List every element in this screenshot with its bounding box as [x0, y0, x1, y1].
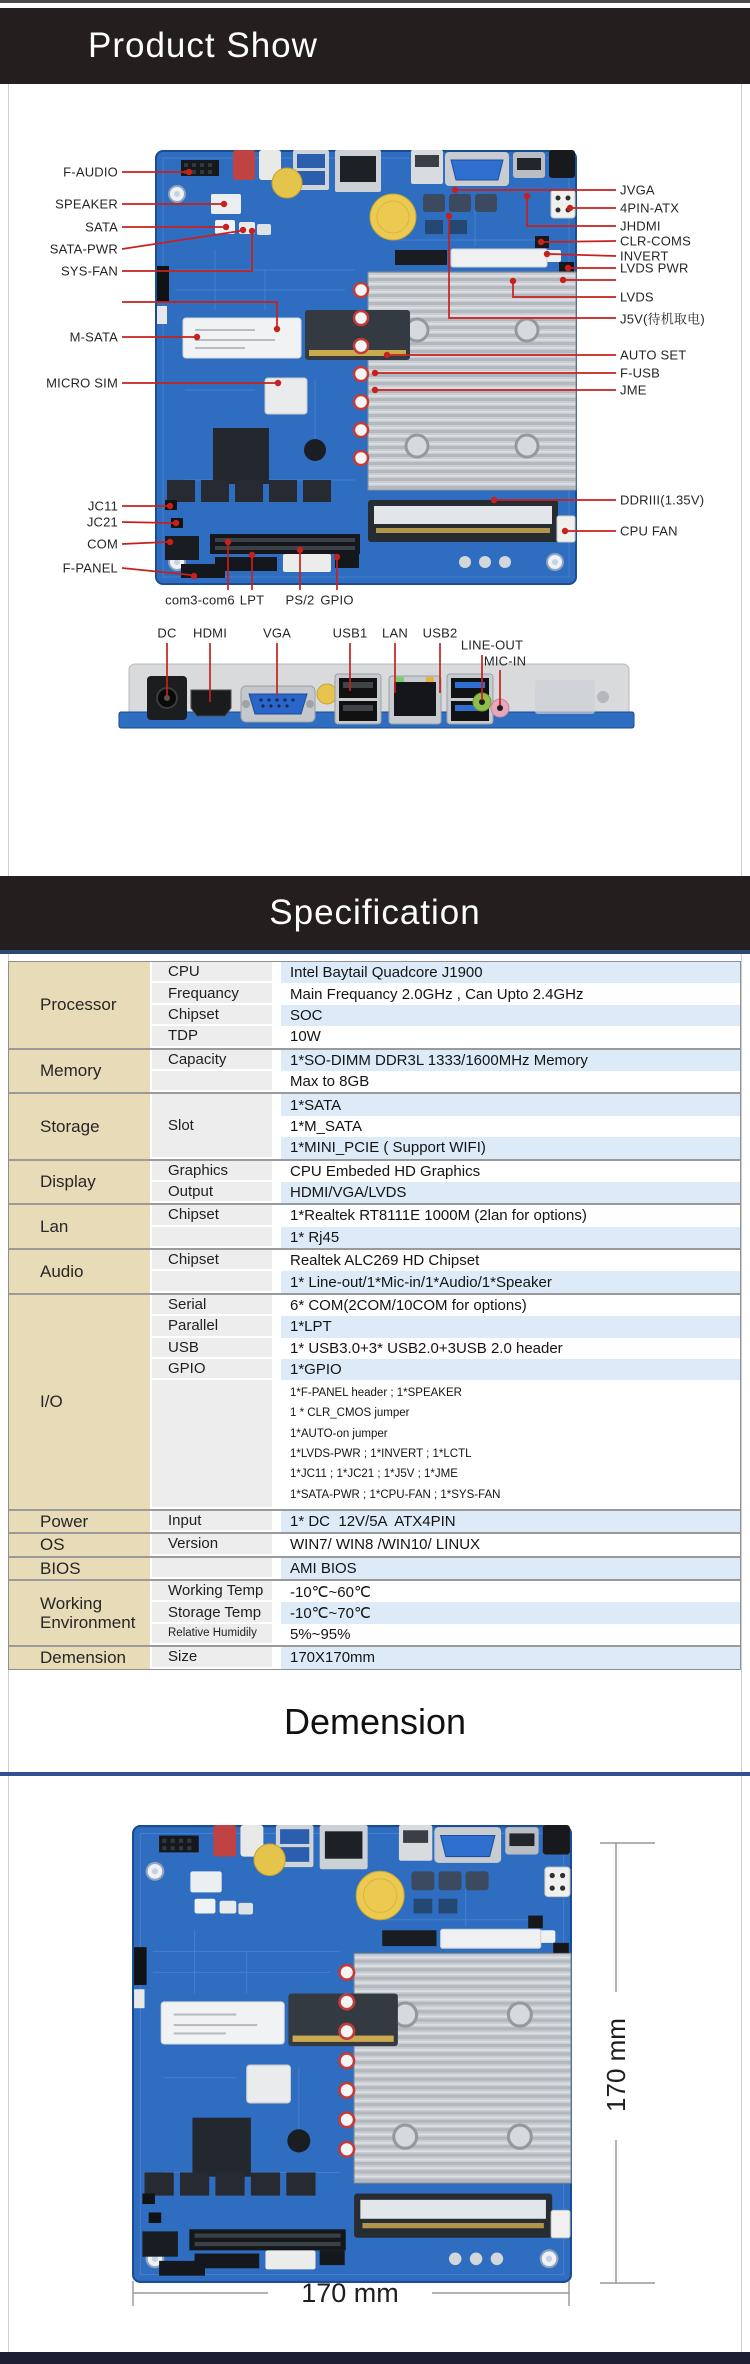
- spec-sublabel: Size: [152, 1647, 272, 1666]
- board-callout: 4PIN-ATX: [620, 200, 680, 216]
- spec-sublabel: Version: [152, 1534, 272, 1553]
- spec-value: Max to 8GB: [281, 1071, 740, 1092]
- spec-value: 1* Line-out/1*Mic-in/1*Audio/1*Speaker: [281, 1271, 740, 1292]
- spec-category: Display: [9, 1161, 150, 1204]
- spec-category: Processor: [9, 962, 150, 1048]
- board-callout: LVDS PWR: [620, 260, 689, 276]
- spec-value: -10℃~60℃: [281, 1581, 740, 1602]
- spec-value-line: 1*SATA-PWR ; 1*CPU-FAN ; 1*SYS-FAN: [290, 1488, 501, 1501]
- board-callout: JME: [620, 382, 647, 398]
- spec-category: I/O: [9, 1295, 150, 1509]
- spec-group: [9, 1509, 740, 1532]
- board-callout: com3-com6: [165, 592, 235, 608]
- product-show-title: Product Show: [88, 26, 318, 65]
- board-callout: JC21: [86, 514, 118, 530]
- spec-value: 1* DC 12V/5A ATX4PIN: [281, 1511, 740, 1532]
- spec-sublabel: Parallel: [152, 1316, 272, 1335]
- spec-value: SOC: [281, 1005, 740, 1026]
- spec-sublabel: CPU: [152, 962, 272, 981]
- spec-sublabel: Input: [152, 1511, 272, 1530]
- spec-group: [9, 1579, 740, 1645]
- spec-value: 1* Rj45: [281, 1227, 740, 1248]
- board-callout: F-AUDIO: [63, 164, 118, 180]
- spec-group: [9, 1248, 740, 1293]
- spec-value: 170X170mm: [281, 1647, 740, 1668]
- spec-sublabel: Frequancy: [152, 983, 272, 1002]
- board-callout: F-USB: [620, 365, 660, 381]
- port-label: DC: [157, 625, 177, 641]
- spec-category: Power: [9, 1511, 150, 1532]
- port-label: HDMI: [192, 625, 228, 641]
- board-callout: COM: [87, 536, 118, 552]
- spec-value: 1*LPT: [281, 1316, 740, 1337]
- spec-value: 1*Realtek RT8111E 1000M (2lan for options): [281, 1205, 740, 1226]
- spec-sublabel: [152, 1380, 272, 1506]
- spec-value: [281, 1380, 740, 1508]
- spec-sublabel: [152, 1271, 272, 1290]
- spec-sublabel: Chipset: [152, 1205, 272, 1224]
- spec-value-line: 1*LVDS-PWR ; 1*INVERT ; 1*LCTL: [290, 1448, 472, 1461]
- board-callout: J5V(待机取电): [620, 311, 705, 327]
- board-callout: MICRO SIM: [46, 375, 118, 391]
- spec-value: 1*SATA: [281, 1094, 740, 1115]
- board-callout: PS/2: [285, 592, 315, 608]
- spec-value: 1*MINI_PCIE ( Support WIFI): [281, 1137, 740, 1158]
- spec-value: HDMI/VGA/LVDS: [281, 1182, 740, 1203]
- board-callout: SPEAKER: [55, 196, 118, 212]
- spec-category: Working Environment: [9, 1581, 150, 1645]
- spec-sublabel: USB: [152, 1338, 272, 1357]
- port-label: VGA: [262, 625, 292, 641]
- board-callout: CLR-COMS: [620, 233, 691, 249]
- board-callout: M-SATA: [69, 329, 118, 345]
- spec-value: 5%~95%: [281, 1624, 740, 1645]
- specification-header: [0, 876, 750, 950]
- specification-title: Specification: [269, 893, 481, 932]
- product-show-header: [0, 8, 750, 84]
- spec-table: [8, 961, 741, 1670]
- rear-io-ports-image: [95, 650, 640, 735]
- board-callout: JHDMI: [620, 218, 661, 234]
- divider-rule: [0, 950, 750, 954]
- board-callout: JC11: [87, 498, 118, 514]
- spec-sublabel: Working Temp: [152, 1581, 272, 1600]
- spec-group: [9, 1048, 740, 1093]
- board-callout: F-PANEL: [62, 560, 118, 576]
- motherboard-image: [155, 150, 577, 585]
- port-label: LINE-OUT: [460, 637, 524, 653]
- spec-value-line: 1*AUTO-on jumper: [290, 1427, 388, 1440]
- dimension-height-label: 170 mm: [601, 2018, 631, 2112]
- spec-sublabel: Storage Temp: [152, 1602, 272, 1621]
- board-callout: JVGA: [620, 182, 655, 198]
- spec-sublabel: [152, 1558, 272, 1577]
- spec-sublabel: TDP: [152, 1026, 272, 1045]
- spec-category: BIOS: [9, 1558, 150, 1579]
- board-callout: DDRIII(1.35V): [620, 492, 705, 508]
- dimension-title: Demension: [283, 1701, 467, 1742]
- spec-value: AMI BIOS: [281, 1558, 740, 1579]
- board-callout: INVERT: [620, 248, 669, 264]
- spec-sublabel: [152, 1227, 272, 1246]
- spec-value: Main Frequancy 2.0GHz , Can Upto 2.4GHz: [281, 983, 740, 1004]
- board-callout: SYS-FAN: [60, 263, 118, 279]
- spec-sublabel: Chipset: [152, 1005, 272, 1024]
- spec-group: [9, 1293, 740, 1509]
- spec-group: [9, 1092, 740, 1158]
- spec-category: Lan: [9, 1205, 150, 1248]
- dimension-board-image: [132, 1825, 572, 2283]
- spec-sublabel: GPIO: [152, 1359, 272, 1378]
- spec-value-line: 1*JC11 ; 1*JC21 ; 1*J5V ; 1*JME: [290, 1468, 458, 1481]
- spec-value: 6* COM(2COM/10COM for options): [281, 1295, 740, 1316]
- spec-value: 10W: [281, 1026, 740, 1047]
- board-callout: CPU FAN: [620, 523, 678, 539]
- spec-value-line: 1 * CLR_CMOS jumper: [290, 1407, 410, 1420]
- spec-value: 1*GPIO: [281, 1359, 740, 1380]
- spec-category: Demension: [9, 1647, 150, 1668]
- spec-sublabel: Chipset: [152, 1250, 272, 1269]
- spec-sublabel: Output: [152, 1182, 272, 1201]
- spec-sublabel: [152, 1071, 272, 1090]
- port-label: USB2: [422, 625, 458, 641]
- board-callout: LPT: [239, 592, 265, 608]
- spec-sublabel: Capacity: [152, 1050, 272, 1069]
- port-label: MIC-IN: [483, 653, 527, 669]
- spec-sublabel: Serial: [152, 1295, 272, 1314]
- spec-group: [9, 1556, 740, 1579]
- spec-value: 1* USB3.0+3* USB2.0+3USB 2.0 header: [281, 1338, 740, 1359]
- spec-sublabel: Slot: [152, 1094, 272, 1156]
- spec-value: 1*SO-DIMM DDR3L 1333/1600MHz Memory: [281, 1050, 740, 1071]
- board-callout: AUTO SET: [620, 347, 687, 363]
- spec-category: Storage: [9, 1094, 150, 1158]
- dimension-width-label: 170 mm: [301, 2278, 399, 2308]
- spec-value: WIN7/ WIN8 /WIN10/ LINUX: [281, 1534, 740, 1555]
- spec-group: [9, 1203, 740, 1248]
- bottom-rule: [0, 2352, 750, 2364]
- spec-group: [9, 1645, 740, 1668]
- board-callout: LVDS: [620, 289, 654, 305]
- spec-value-line: 1*F-PANEL header ; 1*SPEAKER: [290, 1386, 462, 1399]
- port-label: USB1: [332, 625, 368, 641]
- spec-group: [9, 1159, 740, 1204]
- port-label: LAN: [382, 625, 408, 641]
- spec-value: Intel Baytail Quadcore J1900: [281, 962, 740, 983]
- spec-category: Memory: [9, 1050, 150, 1093]
- board-callout: GPIO: [320, 592, 354, 608]
- spec-value: 1*M_SATA: [281, 1116, 740, 1137]
- spec-group: [9, 1532, 740, 1555]
- spec-sublabel: Graphics: [152, 1161, 272, 1180]
- spec-category: Audio: [9, 1250, 150, 1293]
- spec-category: OS: [9, 1534, 150, 1555]
- divider-rule-2: [0, 1772, 750, 1776]
- spec-sublabel: Relative Humidily: [152, 1624, 272, 1643]
- board-callout: SATA: [85, 219, 118, 235]
- spec-value: Realtek ALC269 HD Chipset: [281, 1250, 740, 1271]
- spec-value: -10℃~70℃: [281, 1602, 740, 1623]
- spec-value: CPU Embeded HD Graphics: [281, 1161, 740, 1182]
- board-callout: SATA-PWR: [49, 241, 118, 257]
- top-rule: [0, 0, 750, 3]
- spec-group: [9, 962, 740, 1048]
